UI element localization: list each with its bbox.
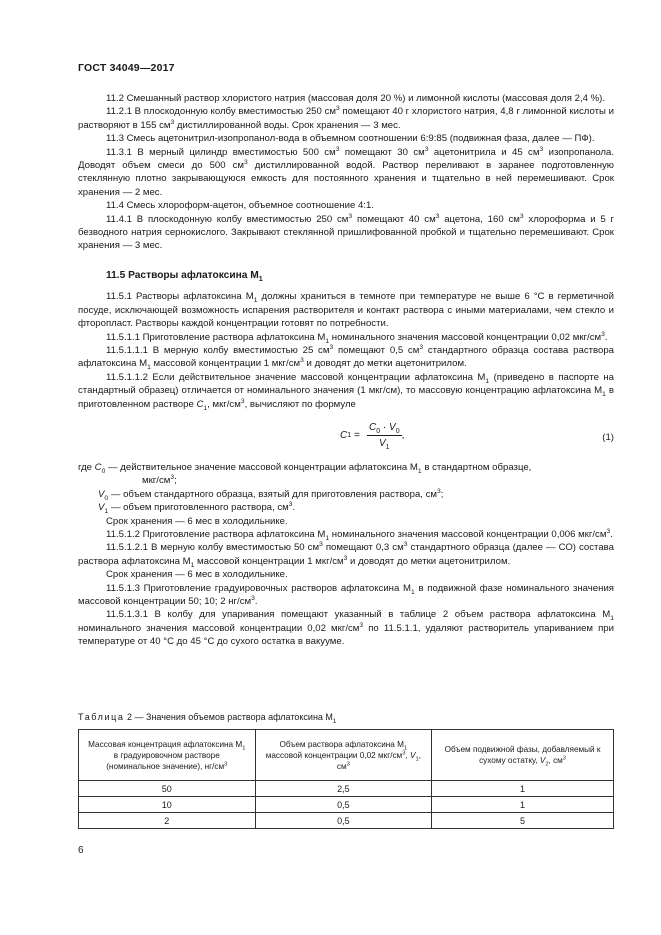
paragraph-11-2: 11.2 Смешанный раствор хлористого натрия (массовая доля 20 %) и лимонной кислоты (массовая доля 2,4 %). xyxy=(106,93,606,104)
legend-c0: где $C_0$ — действительное значение массовой концентрации афлатоксина $М_1$ в стандартном образце, xyxy=(78,461,532,475)
paragraph-11-5-1-1: 11.5.1.1 Приготовление раствора афлатоксина $М_1$ номинального значения массовой концентрации 0,02 мкг/$см^3$. xyxy=(106,330,608,345)
table-cell: 0,5 xyxy=(255,813,432,829)
table-cell: 2 xyxy=(79,813,256,829)
table-cell: 0,5 xyxy=(255,797,432,813)
paragraph-11-4: 11.4 Смесь хлороформ-ацетон, объемное соотношение 4:1. xyxy=(106,200,374,212)
formula-numerator: $C_0 \cdot V_0$ xyxy=(368,421,400,435)
table-header-row xyxy=(79,730,614,781)
header-concentration: Массовая концентрация афлатоксина $М_1$ в градуировочном растворе (номинальное значение), $нг/см^3$ xyxy=(79,730,256,781)
paragraph-11-3: 11.3 Смесь ацетонитрил-изопропанол-вода в объемном соотношении 6:9:85 (подвижная фаза, далее — ПФ). xyxy=(106,133,595,145)
paragraph-11-5-1-2: 11.5.1.2 Приготовление раствора афлатоксина $М_1$ номинального значения массовой концентрации 0,006 мкг/$см^3$. xyxy=(106,527,613,542)
paragraph-11-5-1-3: 11.5.1.3 Приготовление градуировочных растворов афлатоксина $М_1$ в подвижной фазе номинального значения массовой концентрации 50; 10; 2 $нг/см^3$. xyxy=(78,582,614,607)
paragraph-11-5-1-1-1: 11.5.1.1.1 В мерную колбу вместимостью 25 $см^3$ помещают 0,5 $см^3$ стандартного образца состава раствора афлатоксина $М_1$ массовой концентрации 1 мкг/$см^3$ и доводят до метки ацетонитрилом. xyxy=(78,343,615,372)
formula-denominator: $V_1$ xyxy=(379,438,390,452)
header-solution-volume: Объем раствора афлатоксина $М_1$ массовой концентрации 0,02 мкг/$см^3$, $V_1$, $см^3$ xyxy=(255,730,432,781)
formula-expression: C 1 = $\frac{C_0 \cdot V_0}{V_1}$ , xyxy=(340,421,405,452)
table-row xyxy=(79,797,614,813)
paragraph-11-5-1-1-2: 11.5.1.1.2 Если действительное значение массовой концентрации афлатоксина $М_1$ (приведено в паспорте на стандартный образец) отличается от номинального значения (1 мкг/см), то массовую концентрацию афлатоксина $М_1$ в приготовленном растворе $C_1$, мкг/$см^3$, вычисляют по формуле xyxy=(78,371,614,412)
paragraph-11-5-1: 11.5.1 Растворы афлатоксина $М_1$ должны храниться в темноте при температуре не выше 6 °С в герметичной посуде, исключающей возможность испарения растворителя и контакт раствора с иными материалами, чем стекло и фторопласт. Растворы каждой концентрации готовят по потребности. xyxy=(78,291,614,330)
paragraph-11-4-1: 11.4.1 В плоскодонную колбу вместимостью 250 $см^3$ помещают 40 $см^3$ ацетона, 160 $см^3$ хлороформа и 5 г безводного натрия сернокислого. Закрывают стеклянной пришлифованной пробкой и тщательно перемешивают. Срок хранения — 3 мес. xyxy=(78,212,614,252)
table-cell: 5 xyxy=(432,813,614,829)
legend-v0: $V_0$ — объем стандартного образца, взятый для приготовления раствора, $см^3$; xyxy=(98,487,444,502)
legend-c0-unit: мкг/$см^3$; xyxy=(142,474,177,487)
table-cell: 50 xyxy=(79,781,256,797)
formula-1 xyxy=(78,417,614,457)
section-heading-11-5: 11.5 Растворы афлатоксина $М_1$ xyxy=(106,269,263,283)
header-mobile-phase-volume: Объем подвижной фазы, добавляемый к сухому остатку, $V_2$, $см^3$ xyxy=(432,730,614,781)
storage-note-1: Срок хранения — 6 мес в холодильнике. xyxy=(106,515,288,527)
paragraph-11-5-1-2-1: 11.5.1.2.1 В мерную колбу вместимостью 50 $см^3$ помещают 0,3 $см^3$ стандартного образца (далее — СО) состава раствора афлатоксина $М_1$ массовой концентрации 1 мкг/$см^3$ и доводят до метки ацетонитрилом. xyxy=(78,541,614,569)
paragraph-11-2-1: 11.2.1 В плоскодонную колбу вместимостью 250 $см^3$ помещают 40 г хлористого натрия, 4,8 г лимонной кислоты и растворяют в 155 $см^3$ дистиллированной воды. Срок хранения — 3 мес. xyxy=(78,105,614,131)
table-cell: 10 xyxy=(79,797,256,813)
formula-number: (1) xyxy=(602,431,614,443)
table-caption: Таблица 2 — Значения объемов раствора афлатоксина $М_1$ xyxy=(78,712,337,725)
table-cell: 1 xyxy=(432,797,614,813)
volumes-table xyxy=(78,729,614,829)
table-cell: 2,5 xyxy=(255,781,432,797)
legend-v1: $V_1$ — объем приготовленного раствора, $см^3$. xyxy=(98,500,296,516)
table-row xyxy=(79,781,614,797)
table-cell: 1 xyxy=(432,781,614,797)
formula-legend xyxy=(78,461,614,515)
paragraph-11-5-1-3-1: 11.5.1.3.1 В колбу для упаривания помещают указанный в таблице 2 объем раствора афлатоксина $М_1$ номинального значения массовой концентрации 0,02 мкг/$см^3$ по 11.5.1.1, удаляют растворитель упариванием при температуре от 40 °С до 45 °С до сухого остатка в вакууме. xyxy=(78,609,614,648)
document-body xyxy=(78,92,614,649)
storage-note-2: Срок хранения — 6 мес в холодильнике. xyxy=(106,569,288,581)
paragraph-11-3-1: 11.3.1 В мерный цилиндр вместимостью 500 $см^3$ помещают 30 $см^3$ ацетонитрила и 45 $см^3$ изопропанола. Доводят объем смеси до 500 $см^3$ дистиллированной водой. Раствор переливают в заранее подготовленную стеклянную плотно закрывающуюся емкость для постоянного хранения и тщательно в ней перемешивают. Срок хранения — 2 мес. xyxy=(78,145,614,198)
standard-header: ГОСТ 34049—2017 xyxy=(78,62,175,74)
page-number: 6 xyxy=(78,845,84,856)
table-row xyxy=(79,813,614,829)
formula-fraction xyxy=(367,421,402,451)
